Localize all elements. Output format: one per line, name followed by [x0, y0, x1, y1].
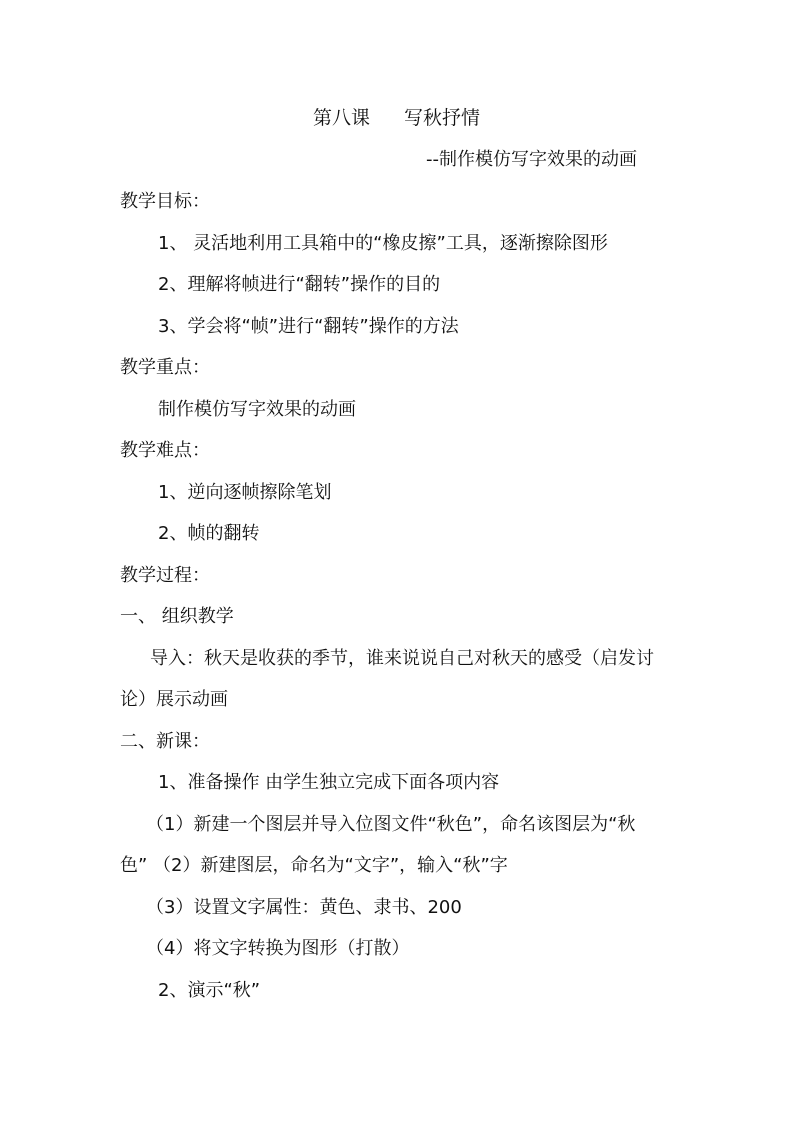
section2-step1: 1、准备操作 由学生独立完成下面各项内容 [158, 772, 500, 793]
section1-intro-line2: 论）展示动画 [120, 689, 228, 710]
section2-sub1-line1: （1）新建一个图层并导入位图文件“秋色”，命名该图层为“秋 [146, 814, 636, 835]
difficulties-heading: 教学难点： [120, 440, 210, 461]
objectives-heading: 教学目标： [120, 191, 210, 212]
section2-title: 二、新课： [120, 731, 210, 752]
section1-intro-line1: 导入：秋天是收获的季节，谁来说说自己对秋天的感受（启发讨 [150, 648, 654, 669]
difficulty-item-1: 1、逆向逐帧擦除笔划 [158, 482, 332, 503]
difficulty-item-2: 2、帧的翻转 [158, 523, 260, 544]
section1-title: 一、 组织教学 [120, 606, 234, 627]
key-points-text: 制作模仿写字效果的动画 [158, 399, 356, 420]
lesson-subtitle: --制作模仿写字效果的动画 [426, 149, 637, 170]
process-heading: 教学过程： [120, 565, 210, 586]
section2-step2: 2、演示“秋” [158, 980, 261, 1001]
section2-sub1-line2: 色” （2）新建图层，命名为“文字”，输入“秋”字 [120, 855, 508, 876]
lesson-number: 第八课 [313, 107, 371, 129]
objective-item-3: 3、学会将“帧”进行“翻转”操作的方法 [158, 316, 459, 337]
section2-sub4: （4）将文字转换为图形（打散） [146, 938, 410, 959]
objective-item-2: 2、理解将帧进行“翻转”操作的目的 [158, 274, 441, 295]
lesson-topic: 写秋抒情 [404, 107, 481, 129]
lesson-title [313, 106, 480, 130]
objective-item-1: 1、 灵活地利用工具箱中的“橡皮擦”工具，逐渐擦除图形 [158, 233, 608, 254]
key-points-heading: 教学重点： [120, 357, 210, 378]
section2-sub3: （3）设置文字属性：黄色、隶书、200 [146, 897, 462, 918]
